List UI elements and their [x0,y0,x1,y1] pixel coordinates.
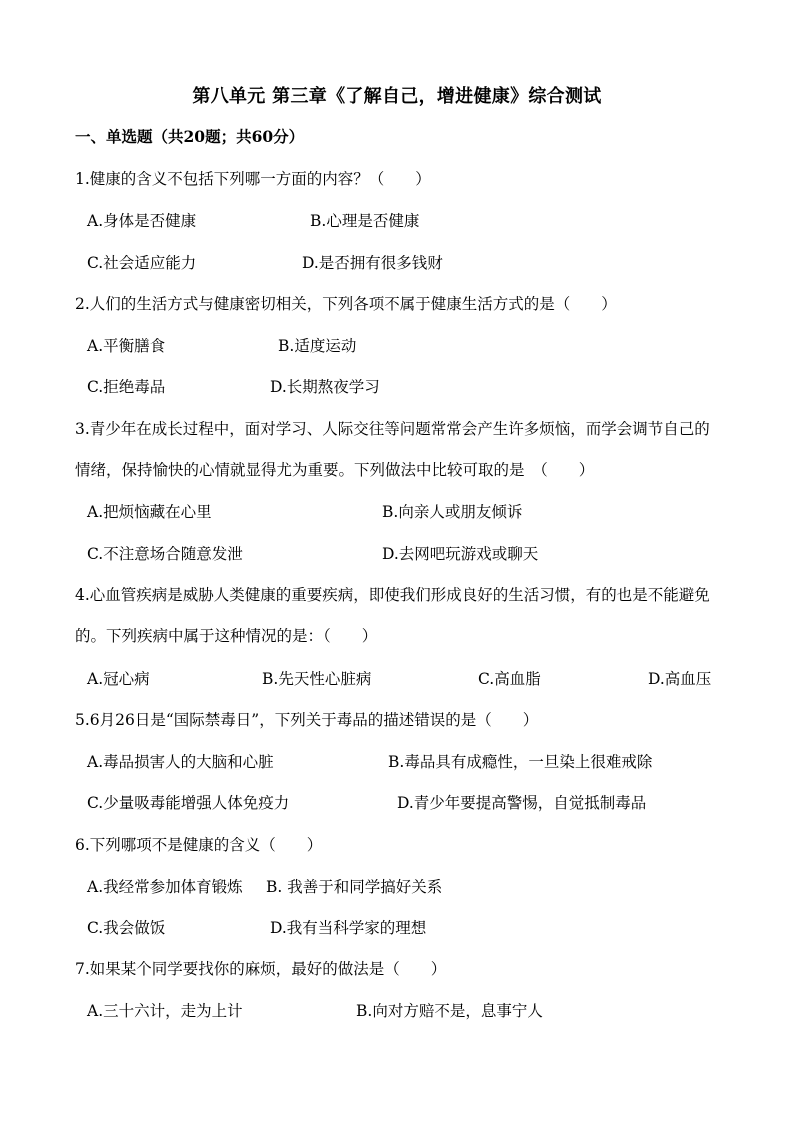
question-7-stem: 7.如果某个同学要找你的麻烦，最好的做法是（ ） [75,960,447,978]
question-1-option-b: B.心理是否健康 [310,212,420,230]
question-2-option-c: C.拒绝毒品 [87,378,166,396]
question-1-option-d: D.是否拥有很多钱财 [302,254,443,272]
section-heading: 一、单选题（共20题；共60分） [75,127,305,146]
question-6-option-a: A.我经常参加体育锻炼 [87,878,243,896]
question-5-option-a: A.毒品损害人的大脑和心脏 [87,753,274,771]
question-4-option-a: A.冠心病 [87,670,150,688]
question-5-option-c: C.少量吸毒能增强人体免疫力 [87,794,290,812]
question-5-stem: 5.6月26日是“国际禁毒日”，下列关于毒品的描述错误的是（ ） [75,711,539,729]
question-1-option-a: A.身体是否健康 [87,212,197,230]
question-4-option-d: D.高血压 [648,670,712,688]
question-6-stem: 6.下列哪项不是健康的含义（ ） [75,836,323,854]
question-3-option-a: A.把烦恼藏在心里 [87,503,212,521]
question-6-option-b: B. 我善于和同学搞好关系 [266,878,443,896]
question-6-option-c: C.我会做饭 [87,919,166,937]
page-title: 第八单元 第三章《了解自己，增进健康》综合测试 [192,86,602,107]
question-2-option-b: B.适度运动 [278,337,357,355]
question-1-stem: 1.健康的含义不包括下列哪一方面的内容？（ ） [75,170,431,188]
question-5-option-d: D.青少年要提高警惕，自觉抵制毒品 [397,794,647,812]
question-2-option-d: D.长期熬夜学习 [270,378,380,396]
question-7-option-b: B.向对方赔不是，息事宁人 [356,1002,543,1020]
question-1-option-c: C.社会适应能力 [87,254,197,272]
question-2-stem: 2.人们的生活方式与健康密切相关，下列各项不属于健康生活方式的是（ ） [75,295,617,313]
question-5-option-b: B.毒品具有成瘾性，一旦染上很难戒除 [388,753,653,771]
question-3-option-b: B.向亲人或朋友倾诉 [382,503,523,521]
question-3-option-c: C.不注意场合随意发泄 [87,545,243,563]
question-4-option-c: C.高血脂 [478,670,541,688]
question-2-option-a: A.平衡膳食 [87,337,166,355]
question-4-stem: 4.心血管疾病是威胁人类健康的重要疾病，即使我们形成良好的生活习惯，有的也是不能避免的。下列疾病中属于这种情况的是：（ ） [75,586,710,645]
question-6-option-d: D.我有当科学家的理想 [270,919,427,937]
question-7-option-a: A.三十六计，走为上计 [87,1002,243,1020]
question-3-stem: 3.青少年在成长过程中，面对学习、人际交往等问题常常会产生许多烦恼，而学会调节自己的情绪，保持愉快的心情就显得尤为重要。下列做法中比较可取的是 （ ） [75,420,710,479]
question-3-option-d: D.去网吧玩游戏或聊天 [382,545,539,563]
question-4-option-b: B.先天性心脏病 [262,670,372,688]
